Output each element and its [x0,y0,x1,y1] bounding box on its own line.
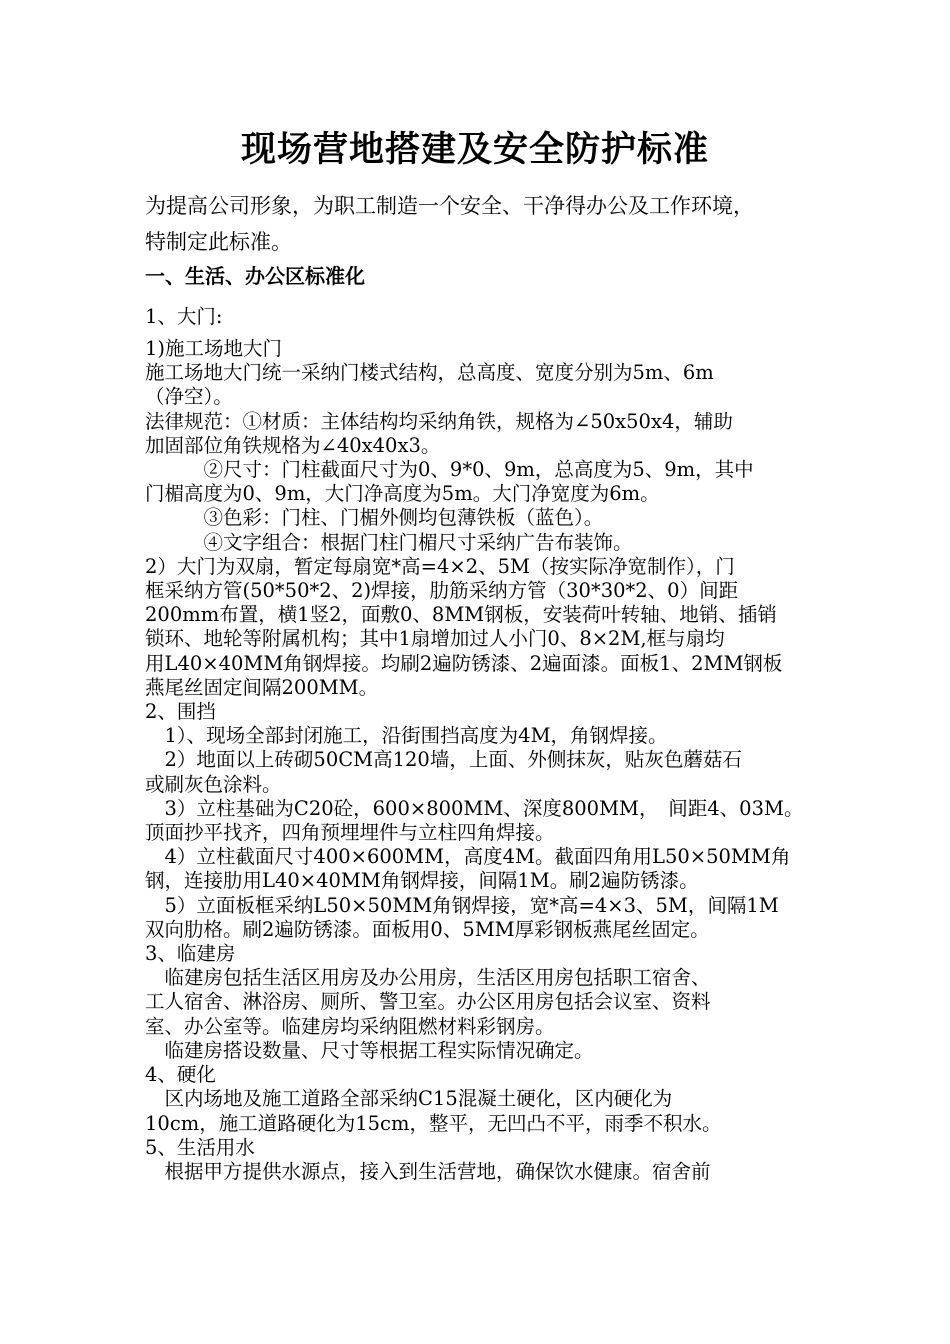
body-line: 3、临建房 [145,942,236,966]
body-line: ④文字组合：根据门柱门楣尺寸采纳广告布装饰。 [145,530,633,554]
body-line: ③色彩：门柱、门楣外侧均包薄铁板（蓝色）。 [145,506,604,530]
body-line: 5、生活用水 [145,1135,255,1159]
body-line: 门楣高度为0、9m，大门净高度为5m。大门净宽度为6m。 [145,482,660,506]
intro-line: 特制定此标准。 [145,230,292,254]
body-line: 根据甲方提供水源点，接入到生活营地，确保饮水健康。宿舍前 [145,1159,711,1183]
body-line: 1)施工场地大门 [145,337,283,360]
body-line: 室、办公室等。临建房均采纳阻燃材料彩钢房。 [145,1014,555,1038]
body-line: 10cm，施工道路硬化为15cm，整平，无凹凸不平，雨季不积水。 [145,1111,722,1135]
body-line: 区内场地及施工道路全部采纳C15混凝土硬化，区内硬化为 [145,1087,673,1111]
section-heading: 一、生活、办公区标准化 [145,264,365,288]
body-line: 2）大门为双扇，暂定每扇宽*高=4×2、5M（按实际净宽制作），门 [145,554,735,578]
body-line: 1）、现场全部封闭施工，沿街围挡高度为4M，角钢焊接。 [145,724,668,748]
body-line: 钢，连接肋用L40×40MM角钢焊接，间隔1M。刷2遍防锈漆。 [145,869,699,893]
body-line: 临建房搭设数量、尺寸等根据工程实际情况确定。 [145,1038,594,1062]
body-line: 3）立柱基础为C20砼，600×800MM、深度800MM， 间距4、03M。 [145,796,804,820]
body-line: 200mm布置，横1竖2，面敷0、8MM钢板，安装荷叶转轴、地销、插销 [145,603,777,627]
body-line: 锁环、地轮等附属机构；其中1扇增加过人小门0、8×2M,框与扇均 [145,627,725,651]
body-line: 顶面抄平找齐，四角预埋埋件与立柱四角焊接。 [145,821,555,845]
body-line: 法律规范：①材质：主体结构均采纳角铁，规格为∠50x50x4，辅助 [145,409,733,433]
intro-line: 为提高公司形象，为职工制造一个安全、干净得办公及工作环境， [145,194,754,218]
body-line: 4、硬化 [145,1063,216,1087]
intro-paragraph [145,188,815,260]
body-line: 工人宿舍、淋浴房、厕所、警卫室。办公区用房包括会议室、资料 [145,990,711,1014]
body-line: 燕尾丝固定间隔200MM。 [145,675,379,699]
item-heading: 1、大门: [145,305,223,328]
body-line: 加固部位角铁规格为∠40x40x3。 [145,433,441,457]
body-line: 2、围挡 [145,700,216,724]
body-line: 用L40×40MM角钢焊接。均刷2遍防锈漆、2遍面漆。面板1、2MM钢板 [145,651,783,675]
body-line: 框采纳方管(50*50*2、2)焊接，肋筋采纳方管（30*30*2、0）间距 [145,579,739,603]
body-line: 5）立面板框采纳L50×50MM角钢焊接，宽*高=4×3、5M，间隔1M [145,893,779,917]
body-line: 临建房包括生活区用房及办公用房，生活区用房包括职工宿舍、 [145,966,711,990]
body-text [145,337,815,1184]
body-line: 施工场地大门统一采纳门楼式结构，总高度、宽度分别为5m、6m [145,361,714,385]
body-line: ②尺寸：门柱截面尺寸为0、9*0、9m，总高度为5、9m，其中 [145,458,754,482]
body-line: 或刷灰色涂料。 [145,772,282,796]
body-line: 4）立柱截面尺寸400×600MM，高度4M。截面四角用L50×50MM角 [145,845,791,869]
body-line: （净空）。 [145,385,233,409]
document-title: 现场营地搭建及安全防护标准 [240,130,709,170]
body-line: 2）地面以上砖砌50CM高120墙，上面、外侧抹灰，贴灰色蘑菇石 [145,748,742,772]
body-line: 双向肋格。刷2遍防锈漆。面板用0、5MM厚彩钢板燕尾丝固定。 [145,917,710,941]
